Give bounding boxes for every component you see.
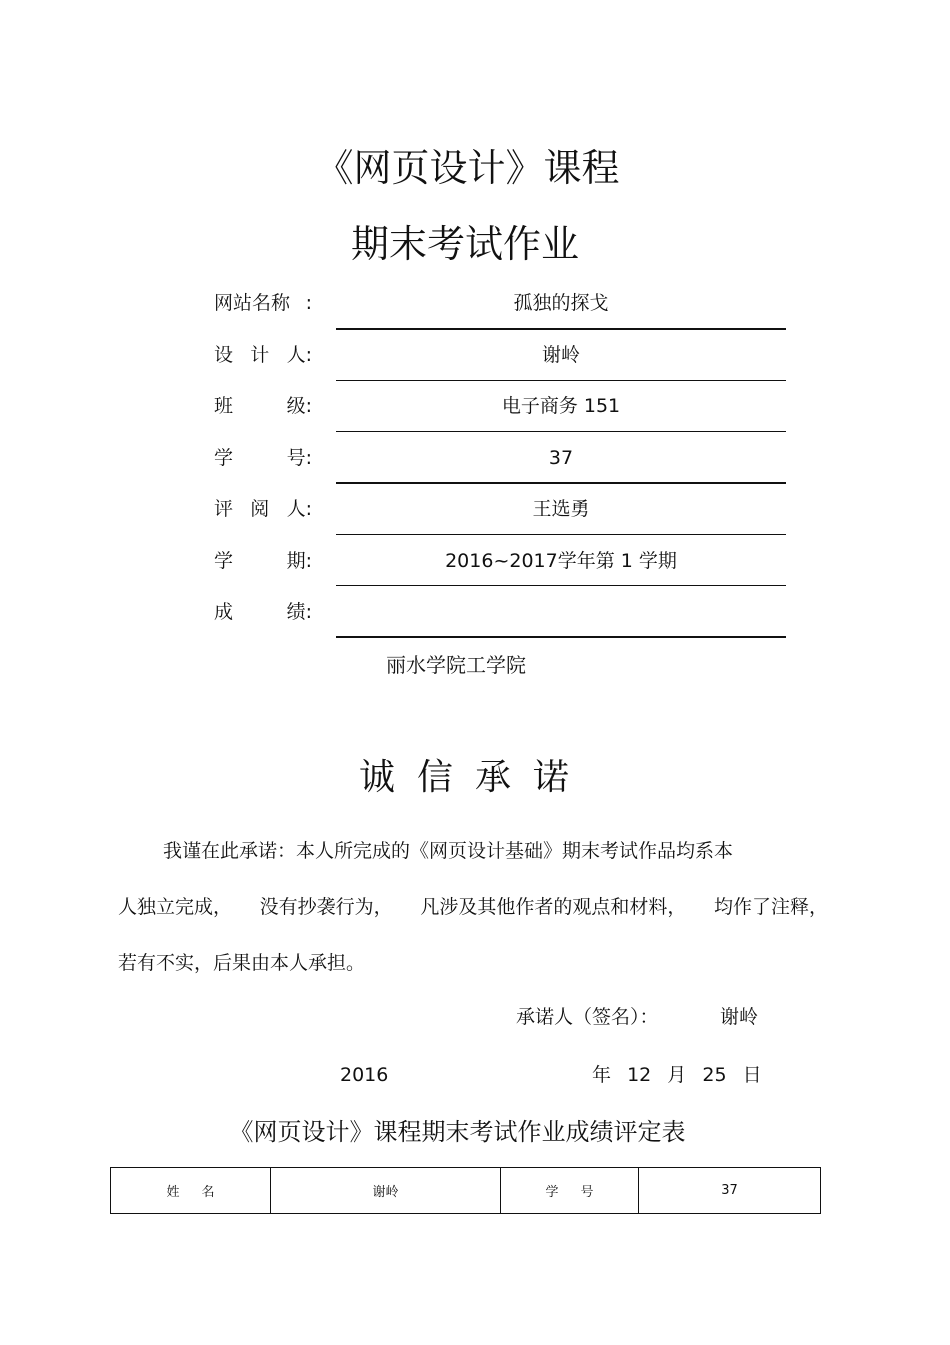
signer-name: 谢岭 — [720, 1006, 759, 1028]
name-label-cell: 姓名 — [111, 1168, 271, 1214]
field-label-website-name: 网站名称 : — [214, 292, 312, 314]
course-title: 《网页设计》课程 — [315, 146, 620, 190]
field-underline — [336, 636, 786, 638]
assignment-title: 期末考试作业 — [350, 222, 579, 266]
signer-label: 承诺人（签名）： — [516, 1006, 659, 1028]
field-underline — [336, 585, 786, 586]
field-underline — [336, 380, 786, 381]
field-label-reviewer: 评 阅 人: — [214, 498, 312, 520]
field-value-reviewer: 王选勇 — [532, 498, 590, 520]
grade-table-title: 《网页设计》课程期末考试作业成绩评定表 — [229, 1118, 686, 1146]
college-name: 丽水学院工学院 — [386, 653, 526, 677]
table-row — [111, 1168, 821, 1214]
field-underline — [336, 482, 786, 484]
pledge-line-1: 我谨在此承诺：本人所完成的《网页设计基础》期末考试作品均系本 — [163, 840, 734, 862]
grade-table — [110, 1167, 821, 1214]
field-label-grade: 成 绩: — [214, 601, 312, 623]
field-underline — [336, 328, 786, 330]
field-underline — [336, 534, 786, 535]
date-rest: 年 12 月 25 日 — [592, 1064, 762, 1086]
field-label-student-id: 学 号: — [214, 447, 312, 469]
name-value-cell: 谢岭 — [271, 1168, 501, 1214]
id-value-cell: 37 — [639, 1168, 821, 1214]
field-value-class: 电子商务 151 — [501, 395, 621, 417]
field-label-designer: 设 计 人: — [214, 344, 312, 366]
id-label-cell: 学号 — [501, 1168, 639, 1214]
field-underline — [336, 431, 786, 432]
field-value-website-name: 孤独的探戈 — [513, 292, 609, 314]
field-value-student-id: 37 — [548, 447, 574, 469]
pledge-line-3: 若有不实，后果由本人承担。 — [118, 952, 366, 974]
field-label-class: 班 级: — [214, 395, 312, 417]
field-label-semester: 学 期: — [214, 550, 312, 572]
pledge-line-2: 人独立完成， 没有抄袭行为， 凡涉及其他作者的观点和材料， 均作了注释， — [118, 896, 828, 918]
pledge-title: 诚信承诺 — [358, 757, 591, 798]
date-year: 2016 — [340, 1064, 389, 1086]
field-value-semester: 2016~2017学年第 1 学期 — [445, 550, 677, 572]
field-value-designer: 谢岭 — [541, 344, 580, 366]
